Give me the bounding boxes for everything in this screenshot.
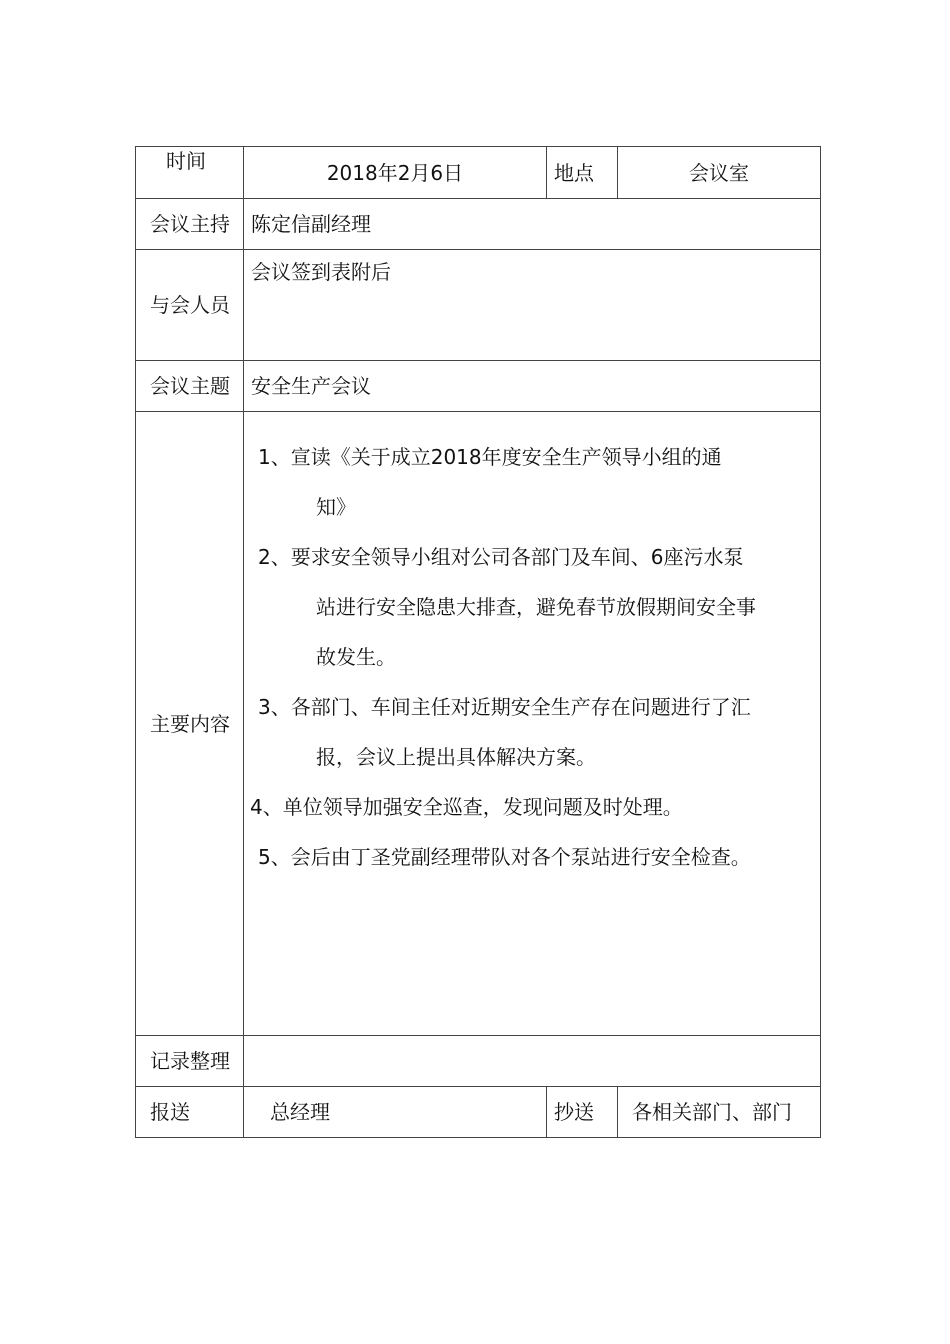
content-item-5 (244, 832, 820, 882)
send-row (136, 1087, 821, 1138)
recorder-label: 记录整理 (136, 1036, 244, 1087)
content-label: 主要内容 (136, 412, 244, 1036)
place-label: 地点 (547, 147, 618, 199)
content-line: 1、宣读《关于成立2018年度安全生产领导小组的通 (258, 445, 722, 469)
cc-label: 抄送 (547, 1087, 618, 1138)
attendees-label: 与会人员 (136, 250, 244, 361)
meeting-record-table (135, 146, 821, 1138)
topic-value: 安全生产会议 (244, 361, 821, 412)
place-value: 会议室 (618, 147, 821, 199)
content-line: 4、单位领导加强安全巡查，发现问题及时处理。 (250, 795, 683, 819)
recorder-value (244, 1036, 821, 1087)
host-label: 会议主持 (136, 199, 244, 250)
content-row (136, 412, 821, 1036)
content-line: 报，会议上提出具体解决方案。 (316, 745, 596, 769)
content-item-1 (244, 432, 820, 532)
content-line: 站进行安全隐患大排查，避免春节放假期间安全事 (316, 595, 756, 619)
time-value: 2018年2月6日 (244, 147, 547, 199)
attendees-value: 会议签到表附后 (244, 250, 821, 361)
content-item-3 (244, 682, 820, 782)
content-line: 3、各部门、车间主任对近期安全生产存在问题进行了汇 (258, 695, 751, 719)
content-item-4 (244, 782, 820, 832)
recorder-row (136, 1036, 821, 1087)
content-line: 2、要求安全领导小组对公司各部门及车间、6座污水泵 (258, 545, 744, 569)
time-label: 时间 (136, 147, 244, 199)
content-list (244, 412, 821, 1036)
time-row (136, 147, 821, 199)
content-line: 知》 (316, 495, 356, 519)
content-item-2 (244, 532, 820, 682)
host-row (136, 199, 821, 250)
send-value: 总经理 (244, 1087, 547, 1138)
host-value: 陈定信副经理 (244, 199, 821, 250)
attendees-row (136, 250, 821, 361)
content-line: 故发生。 (316, 645, 396, 669)
topic-row (136, 361, 821, 412)
content-line: 5、会后由丁圣党副经理带队对各个泵站进行安全检查。 (258, 845, 751, 869)
topic-label: 会议主题 (136, 361, 244, 412)
cc-value: 各相关部门、部门 (618, 1087, 821, 1138)
send-label: 报送 (136, 1087, 244, 1138)
